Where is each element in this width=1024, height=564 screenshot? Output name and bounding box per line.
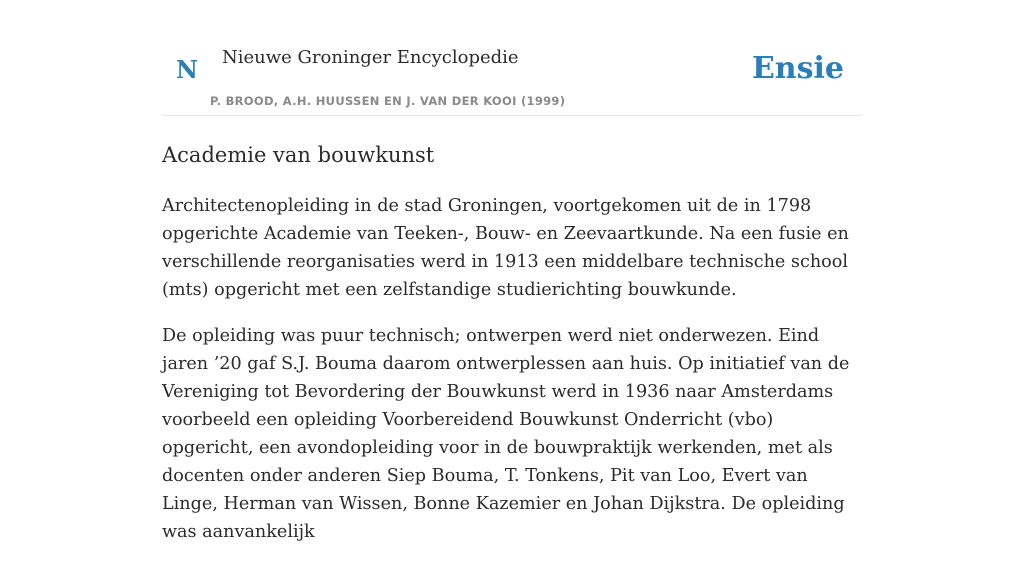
article-paragraph: De opleiding was puur technisch; ontwerpen werd niet onderwezen. Eind jaren ’20 gaf S.J. Bouma daarom ontwerplessen aan huis. Op initiatief van de Vereniging tot Bevordering der Bouwkunst werd in 1936 naar Amsterdams voorbeeld een opleiding Voorbereidend Bouwkunst Onderricht (vbo) opgericht, een avondopleiding voor in de bouwpraktijk werkenden, met als docenten onder anderen Siep Bouma, T. Tonkens, Pit van Loo, Evert van Linge, Herman van Wissen, Bonne Kazemier en Johan Dijkstra. De opleiding was aanvankelijk: [162, 326, 850, 542]
encyclopedia-logo[interactable]: N: [176, 55, 198, 84]
encyclopedia-header: [162, 0, 862, 116]
article-body: [162, 192, 862, 564]
ensie-brand-logo[interactable]: Ensie: [751, 51, 844, 86]
article-title: Academie van bouwkunst: [162, 143, 435, 167]
encyclopedia-title[interactable]: Nieuwe Groninger Encyclopedie: [222, 47, 519, 68]
encyclopedia-authors: P. BROOD, A.H. HUUSSEN EN J. VAN DER KOOI (1999): [210, 94, 566, 108]
page: [162, 0, 862, 542]
article-paragraph: Architectenopleiding in de stad Groningen, voortgekomen uit de in 1798 opgerichte Academie van Teeken-, Bouw- en Zeevaartkunde. Na een fusie en verschillende reorganisaties werd in 1913 een middelbare technische school (mts) opgericht met een zelfstandige studierichting bouwkunde.: [162, 196, 849, 300]
